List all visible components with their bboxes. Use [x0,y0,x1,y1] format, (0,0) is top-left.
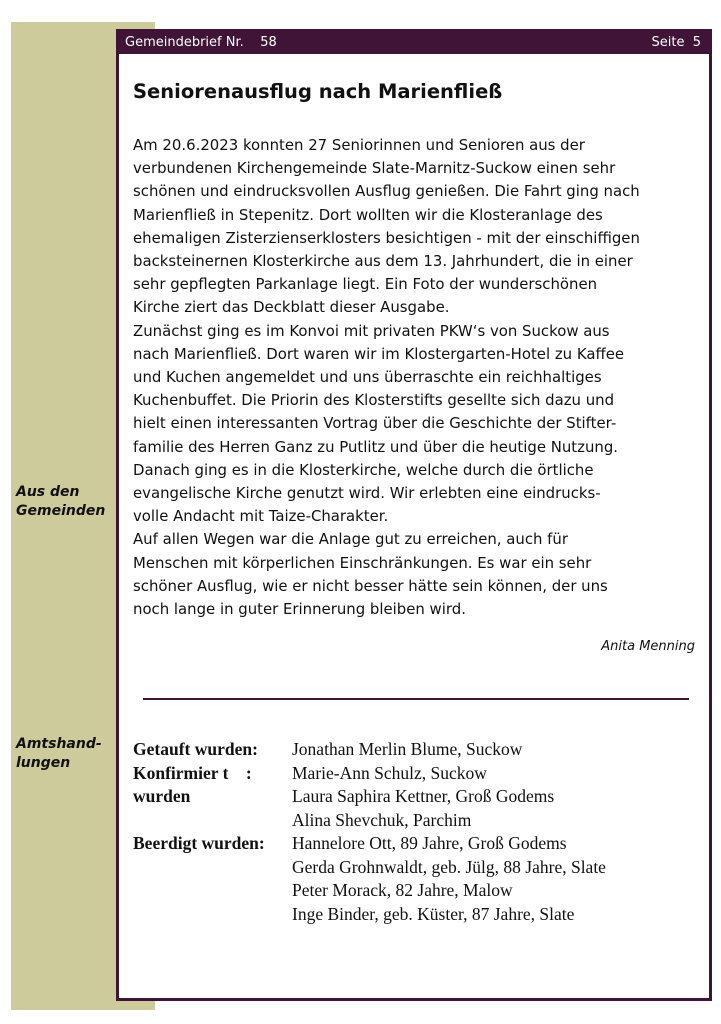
article-line: Kirche ziert das Deckblatt dieser Ausgabe. [133,298,450,317]
sidebar-label-amtshandlungen [16,735,102,773]
registry-value: Marie-Ann Schulz, Suckow [292,762,487,783]
registry-value: Alina Shevchuk, Parchim [292,809,472,830]
article-line: Zunächst ging es im Konvoi mit privaten PKW‘s von Suckow aus [133,321,610,340]
article-line: verbundenen Kirchengemeinde Slate-Marnitz-Suckow einen sehr [133,159,616,178]
page-frame [116,29,712,1001]
article-line: Am 20.6.2023 konnten 27 Seniorinnen und Senioren aus der [133,136,585,154]
registry-label: Getauft wurden: [133,739,258,759]
article-line: schöner Ausflug, wie er nicht besser hätte sein können, der uns [133,576,608,595]
registry-value: Gerda Grohnwaldt, geb. Jülg, 88 Jahre, Slate [292,856,606,877]
page-header [119,32,709,54]
sidebar-label-line: Gemeinden [16,503,106,519]
article-line: schönen und eindrucksvollen Ausflug genießen. Die Fahrt ging nach [133,182,640,201]
registry-value: Hannelore Ott, 89 Jahre, Groß Godems [292,833,567,853]
article-line: Marienfließ in Stepenitz. Dort wollten wir die Klosteranlage des [133,205,603,224]
article-line: ehemaligen Zisterzienserklosters besichtigen - mit der einschiffigen [133,228,640,247]
article-line: Menschen mit körperlichen Einschränkungen. Es war ein sehr [133,553,592,572]
sidebar-label-line: Aus den [16,484,80,500]
registry-value: Jonathan Merlin Blume, Suckow [292,739,523,759]
registry-label: wurden [133,786,191,806]
registry-label: Konfirmier t : [133,762,252,783]
article-line: sehr gepflegten Parkanlage liegt. Ein Foto der wunderschönen [133,275,598,294]
section-divider [143,698,689,700]
registry-label: Beerdigt wurden: [133,833,265,853]
article-line: und Kuchen angemeldet und uns überraschte ein reichhaltiges [133,368,602,387]
sidebar-label-line: Amtshand- [16,736,102,752]
article-line: backsteinernen Klosterkirche aus dem 13. Jahrhundert, die in einer [133,252,633,271]
article-line: evangelische Kirche genutzt wird. Wir erlebten eine eindrucks- [133,484,601,503]
newsletter-number: Gemeindebrief Nr. 58 [125,35,277,50]
article-line: nach Marienfließ. Dort waren wir im Klostergarten-Hotel zu Kaffee [133,344,625,363]
article-line: Auf allen Wegen war die Anlage gut zu erreichen, auch für [133,530,568,549]
article-line: noch lange in guter Erinnerung bleiben wird. [133,600,466,619]
article-line: familie des Herren Ganz zu Putlitz und über die heutige Nutzung. [133,437,619,456]
article-line: volle Andacht mit Taize-Charakter. [133,507,389,526]
sidebar-label-aus-den-gemeinden [16,483,105,521]
article-line: Danach ging es in die Klosterkirche, welche durch die örtliche [133,460,594,479]
registry-value: Peter Morack, 82 Jahre, Malow [292,880,513,900]
page-number: Seite 5 [651,35,701,50]
article-author: Anita Menning [601,639,695,654]
article-line: Kuchenbuffet. Die Priorin des Klosterstifts gesellte sich dazu und [133,391,615,410]
article-body [133,134,703,621]
article-line: hielt einen interessanten Vortrag über die Geschichte der Stifter- [133,414,617,433]
registry-value: Inge Binder, geb. Küster, 87 Jahre, Slate [292,903,575,924]
registry-value: Laura Saphira Kettner, Groß Godems [292,786,555,806]
sidebar-label-line: lungen [16,755,71,771]
article-title: Seniorenausflug nach Marienfließ [133,80,503,103]
